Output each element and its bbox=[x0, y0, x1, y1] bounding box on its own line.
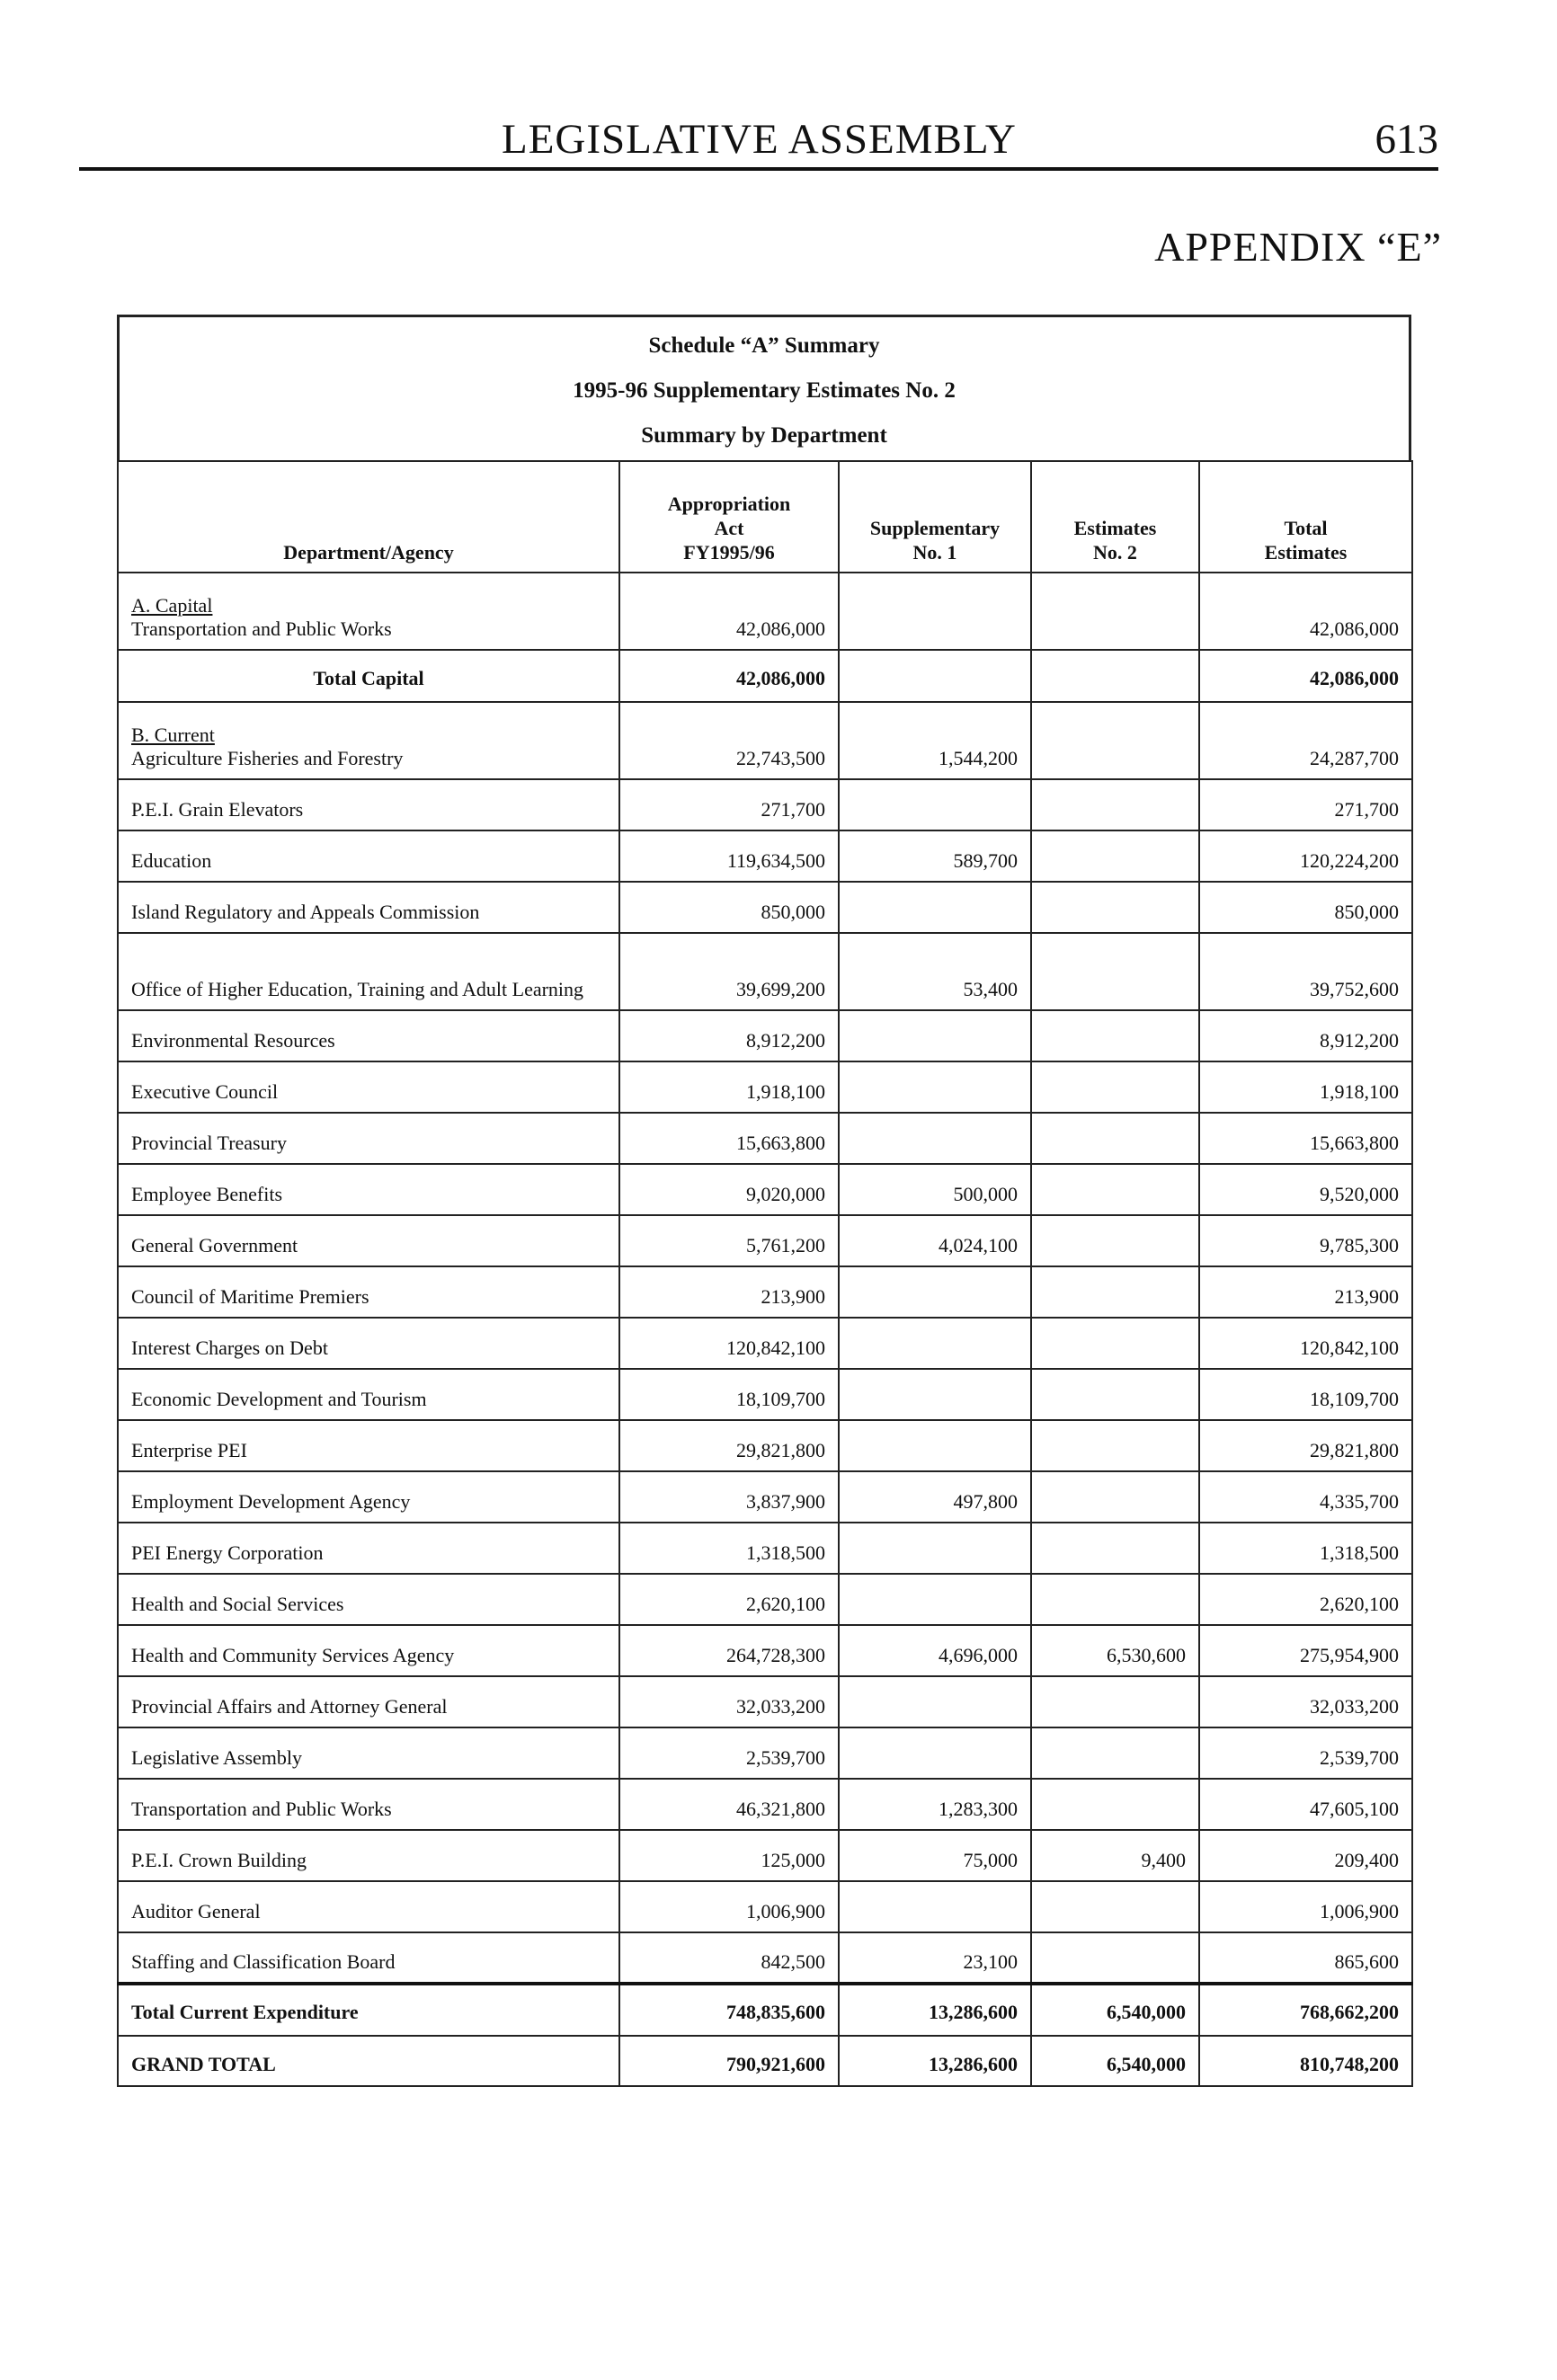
department-name: Education bbox=[131, 849, 212, 872]
cell-appropriation: 748,835,600 bbox=[619, 1984, 839, 2036]
cell-appropriation: 18,109,700 bbox=[619, 1369, 839, 1420]
cell-appropriation: 15,663,800 bbox=[619, 1113, 839, 1164]
table-row bbox=[118, 1420, 1412, 1471]
cell-estimates bbox=[1031, 1318, 1199, 1369]
cell-supplementary bbox=[839, 1010, 1031, 1061]
cell-appropriation: 1,006,900 bbox=[619, 1881, 839, 1932]
table-row bbox=[118, 1830, 1412, 1881]
cell-supplementary bbox=[839, 650, 1031, 702]
cell-estimates bbox=[1031, 1779, 1199, 1830]
cell-supplementary: 13,286,600 bbox=[839, 2036, 1031, 2086]
cell-supplementary: 589,700 bbox=[839, 830, 1031, 882]
column-header-estimates: Estimates No. 2 bbox=[1031, 461, 1199, 573]
department-name: Transportation and Public Works bbox=[131, 617, 392, 640]
totals-section bbox=[118, 1984, 1412, 2086]
table-row bbox=[118, 1932, 1412, 1984]
cell-supplementary bbox=[839, 1523, 1031, 1574]
cell-department bbox=[118, 1779, 619, 1830]
table-row bbox=[118, 1369, 1412, 1420]
table-row bbox=[118, 1061, 1412, 1113]
cell-department bbox=[118, 1266, 619, 1318]
cell-estimates bbox=[1031, 1113, 1199, 1164]
cell-total: 47,605,100 bbox=[1199, 1779, 1412, 1830]
cell-total: 9,520,000 bbox=[1199, 1164, 1412, 1215]
cell-supplementary: 500,000 bbox=[839, 1164, 1031, 1215]
cell-total: 1,006,900 bbox=[1199, 1881, 1412, 1932]
cell-appropriation: 8,912,200 bbox=[619, 1010, 839, 1061]
cell-estimates bbox=[1031, 1164, 1199, 1215]
capital-section bbox=[118, 573, 1412, 650]
cell-department bbox=[118, 1523, 619, 1574]
cell-estimates bbox=[1031, 1215, 1199, 1266]
cell-supplementary bbox=[839, 1318, 1031, 1369]
row-label: GRAND TOTAL bbox=[118, 2036, 619, 2086]
cell-appropriation: 1,918,100 bbox=[619, 1061, 839, 1113]
department-name: Auditor General bbox=[131, 1900, 261, 1923]
department-name: Council of Maritime Premiers bbox=[131, 1285, 369, 1308]
cell-supplementary: 23,100 bbox=[839, 1932, 1031, 1984]
department-name: PEI Energy Corporation bbox=[131, 1541, 324, 1564]
column-header-appropriation: Appropriation Act FY1995/96 bbox=[619, 461, 839, 573]
cell-appropriation: 32,033,200 bbox=[619, 1676, 839, 1727]
section-label: B. Current bbox=[131, 724, 215, 746]
cell-estimates bbox=[1031, 1574, 1199, 1625]
cell-department bbox=[118, 573, 619, 650]
department-name: Health and Social Services bbox=[131, 1593, 344, 1615]
cell-department bbox=[118, 1830, 619, 1881]
column-header-supplementary: Supplementary No. 1 bbox=[839, 461, 1031, 573]
cell-appropriation: 2,539,700 bbox=[619, 1727, 839, 1779]
cell-appropriation: 42,086,000 bbox=[619, 650, 839, 702]
cell-estimates bbox=[1031, 779, 1199, 830]
cell-total: 810,748,200 bbox=[1199, 2036, 1412, 2086]
cell-estimates bbox=[1031, 1266, 1199, 1318]
schedule-caption: Summary by Department bbox=[641, 423, 887, 448]
table-row bbox=[118, 1266, 1412, 1318]
cell-estimates bbox=[1031, 650, 1199, 702]
department-name: Office of Higher Education, Training and Adult Learning bbox=[131, 978, 584, 1000]
cell-appropriation: 9,020,000 bbox=[619, 1164, 839, 1215]
cell-total: 9,785,300 bbox=[1199, 1215, 1412, 1266]
cell-appropriation: 29,821,800 bbox=[619, 1420, 839, 1471]
department-name: P.E.I. Crown Building bbox=[131, 1849, 307, 1871]
cell-appropriation: 850,000 bbox=[619, 882, 839, 933]
table-row bbox=[118, 702, 1412, 779]
cell-department bbox=[118, 882, 619, 933]
cell-department bbox=[118, 1932, 619, 1984]
cell-appropriation: 790,921,600 bbox=[619, 2036, 839, 2086]
cell-estimates bbox=[1031, 1061, 1199, 1113]
cell-estimates bbox=[1031, 1010, 1199, 1061]
table-row bbox=[118, 1625, 1412, 1676]
table-row bbox=[118, 1113, 1412, 1164]
cell-department bbox=[118, 1471, 619, 1523]
table-header-row bbox=[118, 461, 1412, 573]
row-label: Total Capital bbox=[118, 650, 619, 702]
cell-appropriation: 842,500 bbox=[619, 1932, 839, 1984]
cell-supplementary: 4,024,100 bbox=[839, 1215, 1031, 1266]
cell-appropriation: 2,620,100 bbox=[619, 1574, 839, 1625]
table-row bbox=[118, 573, 1412, 650]
cell-supplementary bbox=[839, 882, 1031, 933]
cell-supplementary: 1,544,200 bbox=[839, 702, 1031, 779]
cell-supplementary bbox=[839, 1676, 1031, 1727]
table-row bbox=[118, 1523, 1412, 1574]
table-row bbox=[118, 1881, 1412, 1932]
cell-estimates: 9,400 bbox=[1031, 1830, 1199, 1881]
cell-appropriation: 22,743,500 bbox=[619, 702, 839, 779]
cell-department bbox=[118, 830, 619, 882]
cell-department bbox=[118, 1164, 619, 1215]
cell-department bbox=[118, 1215, 619, 1266]
cell-department bbox=[118, 1318, 619, 1369]
department-name: Interest Charges on Debt bbox=[131, 1337, 328, 1359]
cell-appropriation: 3,837,900 bbox=[619, 1471, 839, 1523]
cell-total: 2,620,100 bbox=[1199, 1574, 1412, 1625]
cell-supplementary: 497,800 bbox=[839, 1471, 1031, 1523]
page-header bbox=[79, 115, 1438, 167]
cell-supplementary bbox=[839, 1061, 1031, 1113]
cell-supplementary bbox=[839, 573, 1031, 650]
cell-estimates bbox=[1031, 1881, 1199, 1932]
cell-total: 850,000 bbox=[1199, 882, 1412, 933]
cell-department bbox=[118, 933, 619, 1010]
cell-total: 42,086,000 bbox=[1199, 650, 1412, 702]
cell-total: 120,842,100 bbox=[1199, 1318, 1412, 1369]
cell-appropriation: 119,634,500 bbox=[619, 830, 839, 882]
cell-estimates bbox=[1031, 1523, 1199, 1574]
department-name: Employee Benefits bbox=[131, 1183, 283, 1205]
cell-department bbox=[118, 1727, 619, 1779]
table-row bbox=[118, 1471, 1412, 1523]
cell-total: 1,918,100 bbox=[1199, 1061, 1412, 1113]
department-name: Provincial Treasury bbox=[131, 1132, 287, 1154]
department-name: Island Regulatory and Appeals Commission bbox=[131, 901, 480, 923]
total-capital-section bbox=[118, 650, 1412, 702]
cell-appropriation: 46,321,800 bbox=[619, 1779, 839, 1830]
cell-supplementary: 13,286,600 bbox=[839, 1984, 1031, 2036]
department-name: Executive Council bbox=[131, 1080, 279, 1103]
cell-total: 768,662,200 bbox=[1199, 1984, 1412, 2036]
cell-department bbox=[118, 1420, 619, 1471]
cell-total: 865,600 bbox=[1199, 1932, 1412, 1984]
cell-appropriation: 1,318,500 bbox=[619, 1523, 839, 1574]
cell-supplementary bbox=[839, 1727, 1031, 1779]
cell-appropriation: 5,761,200 bbox=[619, 1215, 839, 1266]
cell-total: 213,900 bbox=[1199, 1266, 1412, 1318]
cell-appropriation: 271,700 bbox=[619, 779, 839, 830]
cell-estimates: 6,540,000 bbox=[1031, 2036, 1199, 2086]
cell-total: 1,318,500 bbox=[1199, 1523, 1412, 1574]
cell-total: 42,086,000 bbox=[1199, 573, 1412, 650]
cell-supplementary: 75,000 bbox=[839, 1830, 1031, 1881]
cell-total: 275,954,900 bbox=[1199, 1625, 1412, 1676]
cell-supplementary bbox=[839, 1420, 1031, 1471]
table-row bbox=[118, 882, 1412, 933]
cell-estimates bbox=[1031, 573, 1199, 650]
department-name: Legislative Assembly bbox=[131, 1746, 303, 1769]
cell-total: 39,752,600 bbox=[1199, 933, 1412, 1010]
total-current-row bbox=[118, 1984, 1412, 2036]
department-name: Environmental Resources bbox=[131, 1029, 335, 1052]
table-row bbox=[118, 1727, 1412, 1779]
appendix-heading: APPENDIX “E” bbox=[1154, 224, 1442, 270]
cell-appropriation: 213,900 bbox=[619, 1266, 839, 1318]
page-number: 613 bbox=[1375, 116, 1438, 163]
department-name: General Government bbox=[131, 1234, 298, 1257]
cell-department bbox=[118, 1625, 619, 1676]
cell-total: 8,912,200 bbox=[1199, 1010, 1412, 1061]
department-name: Transportation and Public Works bbox=[131, 1798, 392, 1820]
cell-department bbox=[118, 1113, 619, 1164]
cell-appropriation: 120,842,100 bbox=[619, 1318, 839, 1369]
cell-department bbox=[118, 779, 619, 830]
header-rule bbox=[79, 167, 1438, 171]
cell-estimates bbox=[1031, 830, 1199, 882]
current-section bbox=[118, 702, 1412, 1984]
cell-department bbox=[118, 1574, 619, 1625]
cell-appropriation: 264,728,300 bbox=[619, 1625, 839, 1676]
cell-supplementary bbox=[839, 779, 1031, 830]
department-name: Enterprise PEI bbox=[131, 1439, 247, 1461]
table-row bbox=[118, 1779, 1412, 1830]
table-row bbox=[118, 1676, 1412, 1727]
cell-supplementary bbox=[839, 1369, 1031, 1420]
estimates-table bbox=[117, 460, 1413, 2087]
cell-estimates: 6,530,600 bbox=[1031, 1625, 1199, 1676]
cell-appropriation: 125,000 bbox=[619, 1830, 839, 1881]
department-name: Employment Development Agency bbox=[131, 1490, 411, 1513]
cell-supplementary: 1,283,300 bbox=[839, 1779, 1031, 1830]
cell-total: 271,700 bbox=[1199, 779, 1412, 830]
cell-total: 18,109,700 bbox=[1199, 1369, 1412, 1420]
table-row bbox=[118, 830, 1412, 882]
cell-department bbox=[118, 1061, 619, 1113]
cell-department bbox=[118, 702, 619, 779]
total-capital-row bbox=[118, 650, 1412, 702]
row-label: Total Current Expenditure bbox=[118, 1984, 619, 2036]
cell-supplementary bbox=[839, 1266, 1031, 1318]
cell-estimates bbox=[1031, 933, 1199, 1010]
cell-department bbox=[118, 1369, 619, 1420]
cell-supplementary: 53,400 bbox=[839, 933, 1031, 1010]
cell-total: 24,287,700 bbox=[1199, 702, 1412, 779]
schedule-title: Schedule “A” Summary bbox=[648, 333, 880, 358]
table-row bbox=[118, 933, 1412, 1010]
cell-supplementary bbox=[839, 1574, 1031, 1625]
cell-supplementary bbox=[839, 1113, 1031, 1164]
section-label: A. Capital bbox=[131, 594, 213, 617]
cell-estimates bbox=[1031, 1676, 1199, 1727]
column-header-department: Department/Agency bbox=[118, 461, 619, 573]
cell-total: 15,663,800 bbox=[1199, 1113, 1412, 1164]
running-title: LEGISLATIVE ASSEMBLY bbox=[502, 116, 1017, 163]
department-name: Health and Community Services Agency bbox=[131, 1644, 455, 1666]
cell-estimates bbox=[1031, 1471, 1199, 1523]
cell-total: 32,033,200 bbox=[1199, 1676, 1412, 1727]
cell-estimates bbox=[1031, 1932, 1199, 1984]
department-name: Economic Development and Tourism bbox=[131, 1388, 427, 1410]
cell-estimates bbox=[1031, 1727, 1199, 1779]
cell-supplementary bbox=[839, 1881, 1031, 1932]
grand-total-row bbox=[118, 2036, 1412, 2086]
table-row bbox=[118, 1215, 1412, 1266]
cell-department bbox=[118, 1881, 619, 1932]
department-name: Staffing and Classification Board bbox=[131, 1950, 396, 1973]
table-row bbox=[118, 779, 1412, 830]
cell-appropriation: 39,699,200 bbox=[619, 933, 839, 1010]
table-row bbox=[118, 1318, 1412, 1369]
cell-total: 4,335,700 bbox=[1199, 1471, 1412, 1523]
cell-estimates bbox=[1031, 1369, 1199, 1420]
cell-estimates bbox=[1031, 1420, 1199, 1471]
cell-department bbox=[118, 1010, 619, 1061]
cell-total: 120,224,200 bbox=[1199, 830, 1412, 882]
cell-estimates: 6,540,000 bbox=[1031, 1984, 1199, 2036]
department-name: P.E.I. Grain Elevators bbox=[131, 798, 304, 821]
department-name: Provincial Affairs and Attorney General bbox=[131, 1695, 448, 1718]
schedule-subtitle: 1995-96 Supplementary Estimates No. 2 bbox=[573, 378, 956, 403]
cell-supplementary: 4,696,000 bbox=[839, 1625, 1031, 1676]
cell-estimates bbox=[1031, 702, 1199, 779]
cell-department bbox=[118, 1676, 619, 1727]
department-name: Agriculture Fisheries and Forestry bbox=[131, 747, 404, 769]
cell-appropriation: 42,086,000 bbox=[619, 573, 839, 650]
table-row bbox=[118, 1010, 1412, 1061]
table-row bbox=[118, 1574, 1412, 1625]
cell-total: 209,400 bbox=[1199, 1830, 1412, 1881]
cell-estimates bbox=[1031, 882, 1199, 933]
cell-total: 29,821,800 bbox=[1199, 1420, 1412, 1471]
cell-total: 2,539,700 bbox=[1199, 1727, 1412, 1779]
column-header-total: Total Estimates bbox=[1199, 461, 1412, 573]
schedule-heading bbox=[117, 315, 1411, 460]
table-row bbox=[118, 1164, 1412, 1215]
